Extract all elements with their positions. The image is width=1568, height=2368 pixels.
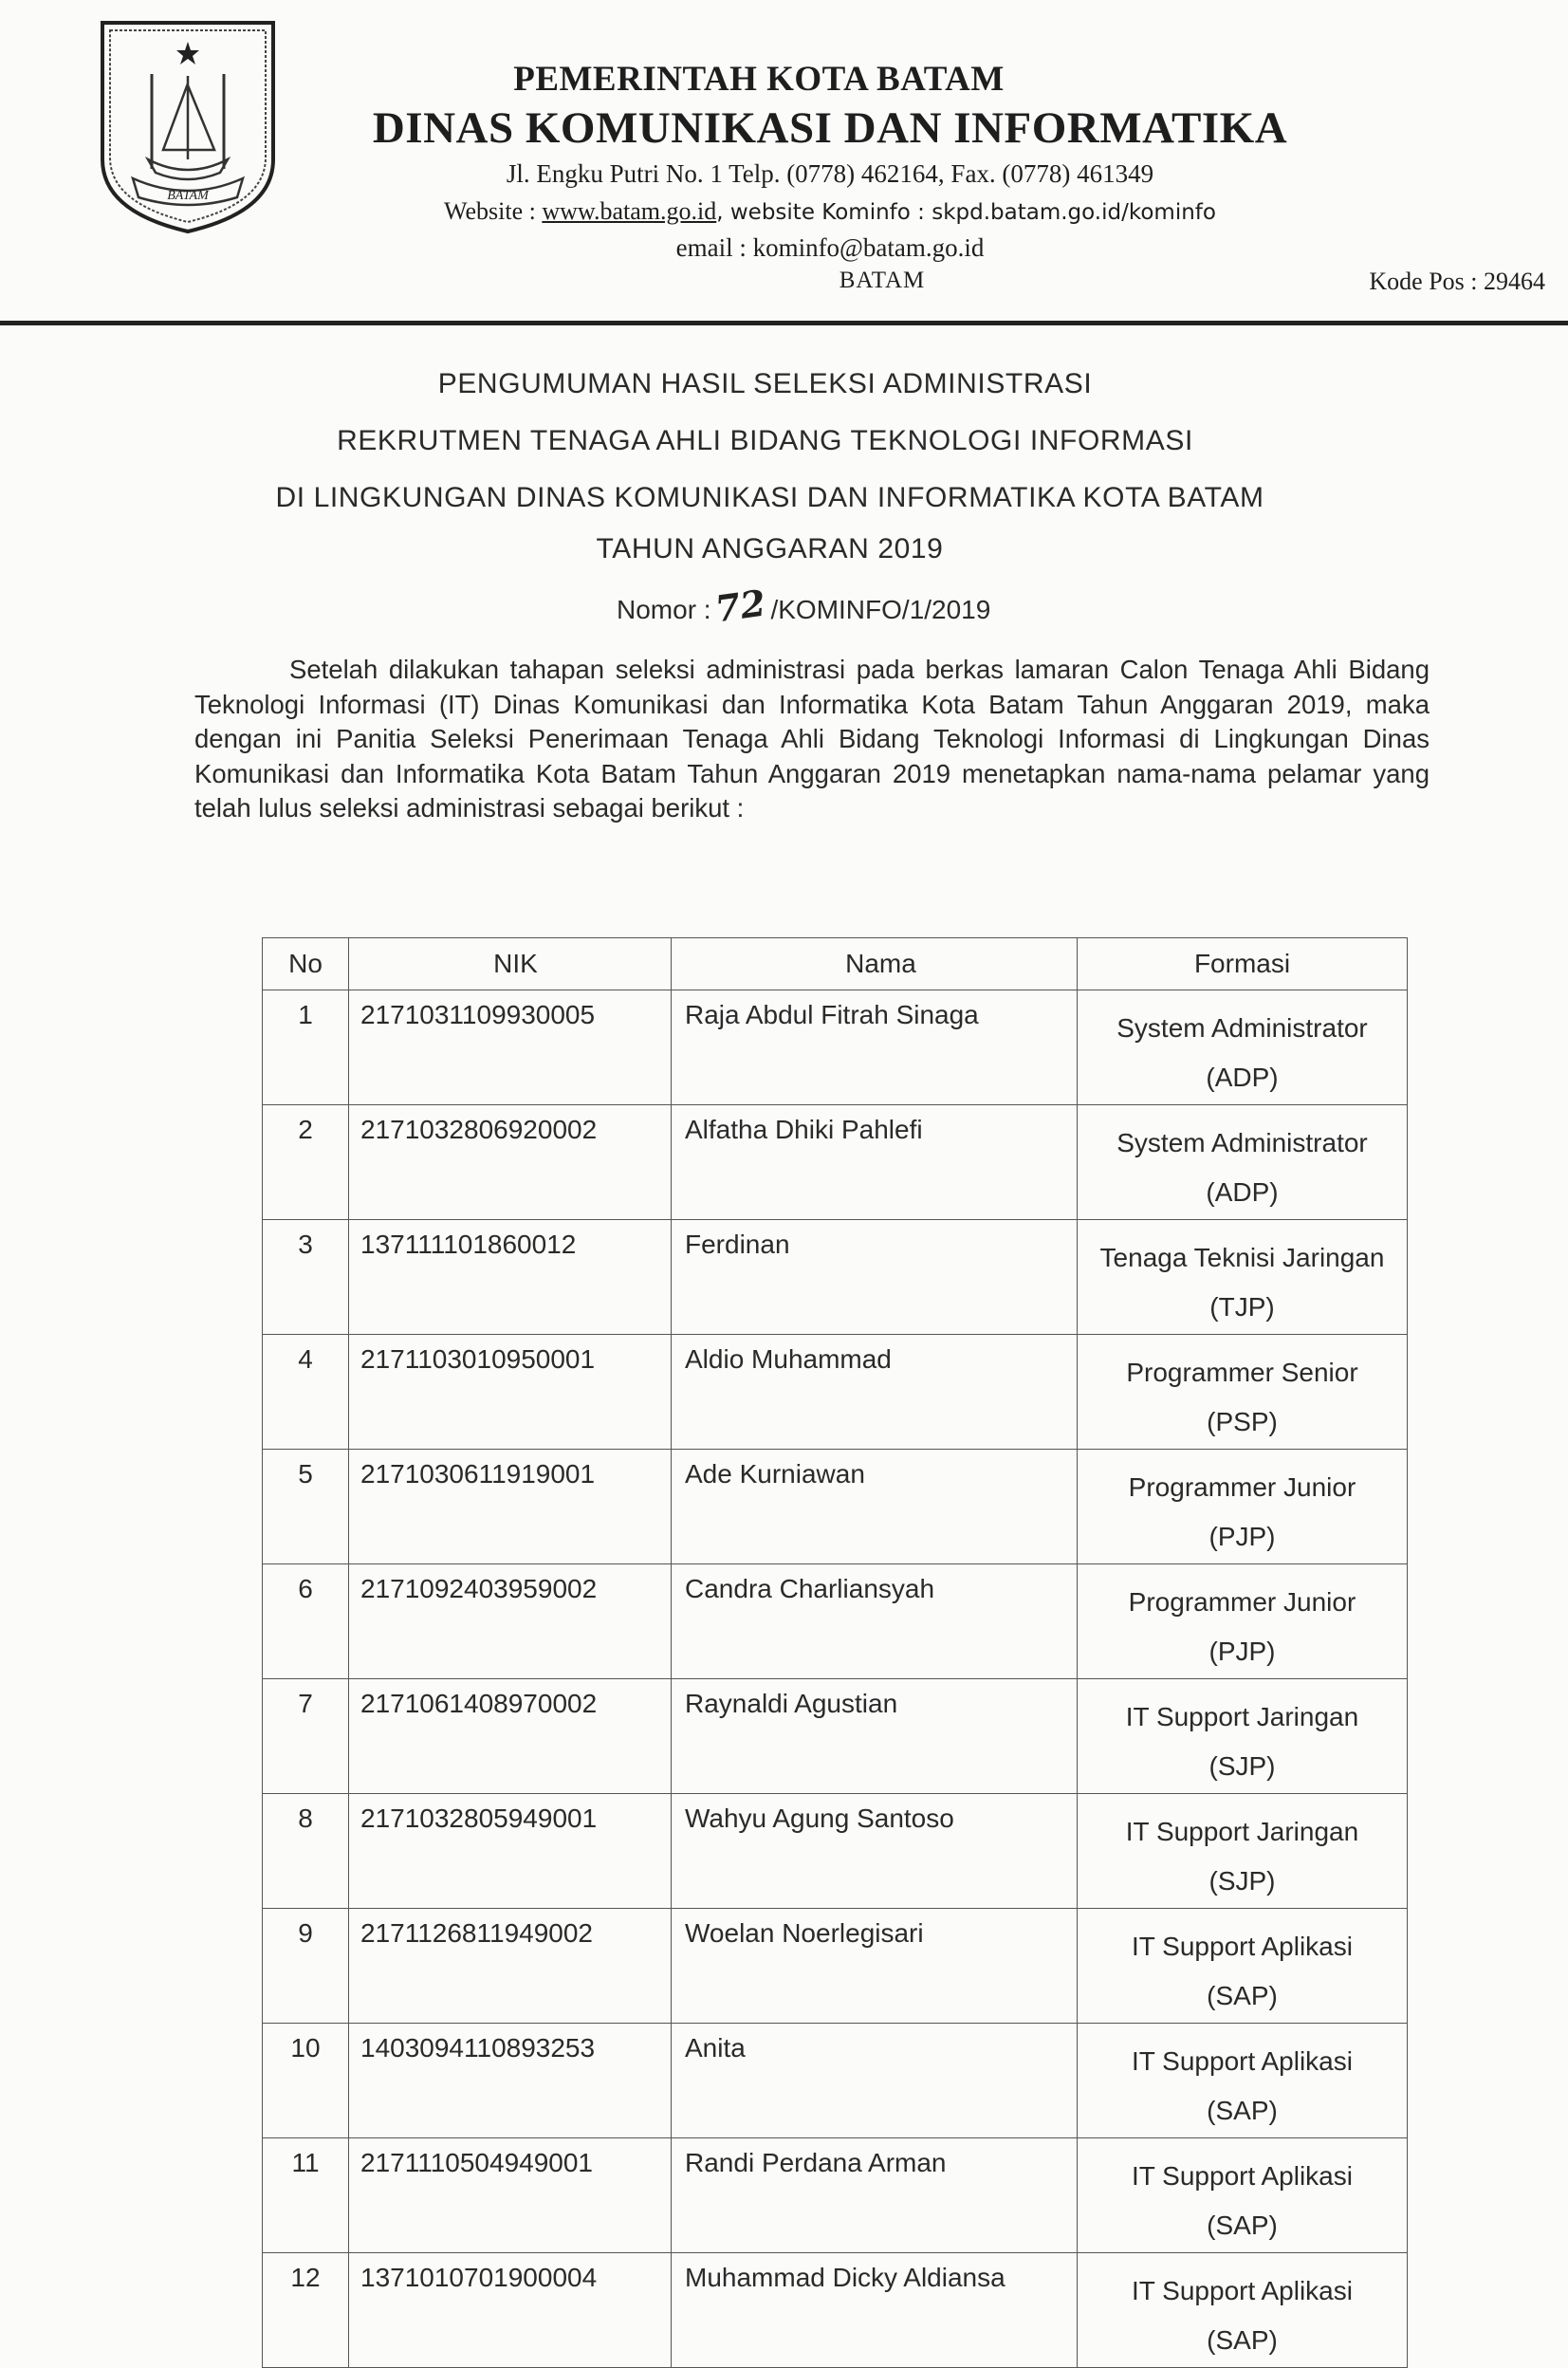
row-nik: 1371010701900004 (349, 2253, 672, 2368)
office-address: Jl. Engku Putri No. 1 Telp. (0778) 462164, Fax. (0778) 461349 (506, 159, 1154, 188)
header-formasi: Formasi (1078, 938, 1408, 990)
row-no: 10 (263, 2024, 349, 2138)
table-row (263, 2253, 1408, 2368)
row-nama: Ade Kurniawan (672, 1450, 1078, 1564)
row-nik: 2171061408970002 (349, 1679, 672, 1794)
row-nama: Anita (672, 2024, 1078, 2138)
formasi-code: (SJP) (1208, 1866, 1276, 1896)
formasi-name: IT Support Aplikasi (1132, 2276, 1353, 2305)
letterhead-divider (0, 321, 1568, 325)
table-row (263, 1794, 1408, 1909)
formasi-code: (ADP) (1206, 1063, 1279, 1092)
table-row (263, 990, 1408, 1105)
emblem-banner-text: BATAM (167, 189, 209, 203)
announcement-title-3: DI LINGKUNGAN DINAS KOMUNIKASI DAN INFORMATIKA KOTA BATAM (275, 482, 1264, 513)
formasi-code: (SAP) (1207, 2325, 1278, 2355)
row-nik: 2171032805949001 (349, 1794, 672, 1909)
row-no: 1 (263, 990, 349, 1105)
table-row (263, 1105, 1408, 1220)
formasi-name: Tenaga Teknisi Jaringan (1099, 1243, 1385, 1272)
row-formasi (1078, 2138, 1408, 2253)
row-no: 4 (263, 1335, 349, 1450)
announcement-title-2: REKRUTMEN TENAGA AHLI BIDANG TEKNOLOGI INFORMASI (337, 425, 1193, 456)
website-link[interactable]: www.batam.go.id (542, 197, 717, 225)
row-nik: 2171092403959002 (349, 1564, 672, 1679)
row-no: 11 (263, 2138, 349, 2253)
row-nama: Wahyu Agung Santoso (672, 1794, 1078, 1909)
row-no: 5 (263, 1450, 349, 1564)
nomor-handwritten: 72 (711, 581, 768, 631)
formasi-code: (ADP) (1206, 1177, 1279, 1207)
row-nama: Raynaldi Agustian (672, 1679, 1078, 1794)
website-line (313, 197, 1347, 226)
table-row (263, 1335, 1408, 1450)
row-nik: 2171031109930005 (349, 990, 672, 1105)
formasi-code: (PJP) (1208, 1522, 1276, 1551)
nomor-prefix: Nomor : (617, 595, 711, 624)
row-nik: 1403094110893253 (349, 2024, 672, 2138)
formasi-name: IT Support Aplikasi (1132, 2046, 1353, 2076)
formasi-code: (TJP) (1209, 1292, 1275, 1322)
formasi-code: (SAP) (1207, 1981, 1278, 2010)
table-row (263, 1909, 1408, 2024)
website-kominfo: , website Kominfo : skpd.batam.go.id/kominfo (716, 200, 1216, 225)
row-no: 12 (263, 2253, 349, 2368)
row-formasi (1078, 1105, 1408, 1220)
header-nama: Nama (672, 938, 1078, 990)
row-nama: Raja Abdul Fitrah Sinaga (672, 990, 1078, 1105)
government-name: PEMERINTAH KOTA BATAM (513, 60, 1005, 99)
row-formasi (1078, 1450, 1408, 1564)
formasi-name: Programmer Senior (1126, 1358, 1358, 1387)
row-nama: Woelan Noerlegisari (672, 1909, 1078, 2024)
formasi-code: (SAP) (1207, 2211, 1278, 2240)
row-formasi (1078, 1564, 1408, 1679)
formasi-name: IT Support Aplikasi (1132, 1932, 1353, 1961)
formasi-name: Programmer Junior (1128, 1472, 1356, 1502)
row-formasi (1078, 2253, 1408, 2368)
row-nik: 137111101860012 (349, 1220, 672, 1335)
row-nik: 2171032806920002 (349, 1105, 672, 1220)
city-name: BATAM (839, 268, 926, 293)
announcement-title-4: TAHUN ANGGARAN 2019 (596, 533, 944, 564)
formasi-code: (SJP) (1208, 1751, 1276, 1781)
row-nama: Ferdinan (672, 1220, 1078, 1335)
table-row (263, 1679, 1408, 1794)
table-row (263, 1220, 1408, 1335)
row-no: 2 (263, 1105, 349, 1220)
formasi-code: (SAP) (1207, 2096, 1278, 2125)
formasi-name: IT Support Aplikasi (1132, 2161, 1353, 2191)
row-nik: 2171030611919001 (349, 1450, 672, 1564)
postal-code: Kode Pos : 29464 (1369, 268, 1545, 295)
table-row (263, 2024, 1408, 2138)
applicant-table (262, 937, 1408, 2368)
batam-city-emblem (95, 17, 281, 237)
row-no: 9 (263, 1909, 349, 2024)
document-number (617, 581, 991, 631)
formasi-name: Programmer Junior (1128, 1587, 1356, 1617)
announcement-title-1: PENGUMUMAN HASIL SELEKSI ADMINISTRASI (437, 368, 1093, 399)
announcement-paragraph: Setelah dilakukan tahapan seleksi administrasi pada berkas lamaran Calon Tenaga Ahli Bidang Teknologi Informasi (IT) Dinas Komunikasi dan Informatika Kota Batam Tahun Anggaran 2019, maka dengan ini Panitia Seleksi Penerimaan Tenaga Ahli Bidang Teknologi Informasi di Lingkungan Dinas Komunikasi dan Informatika Kota Batam Tahun Anggaran 2019 menetapkan nama-nama pelamar yang telah lulus seleksi administrasi sebagai berikut : (194, 655, 1430, 823)
row-no: 8 (263, 1794, 349, 1909)
row-nik: 2171110504949001 (349, 2138, 672, 2253)
table-row (263, 1450, 1408, 1564)
row-no: 7 (263, 1679, 349, 1794)
table-row (263, 1564, 1408, 1679)
formasi-name: IT Support Jaringan (1125, 1817, 1359, 1846)
formasi-name: System Administrator (1116, 1013, 1368, 1043)
table-header-row (263, 938, 1408, 990)
formasi-name: IT Support Jaringan (1125, 1702, 1359, 1731)
table-row (263, 2138, 1408, 2253)
website-label: Website : (444, 197, 543, 225)
row-no: 6 (263, 1564, 349, 1679)
header-no: No (263, 938, 349, 990)
email-line: email : kominfo@batam.go.id (675, 233, 985, 262)
row-nama: Randi Perdana Arman (672, 2138, 1078, 2253)
row-formasi (1078, 1909, 1408, 2024)
row-formasi (1078, 2024, 1408, 2138)
row-formasi (1078, 1220, 1408, 1335)
row-formasi (1078, 1679, 1408, 1794)
row-formasi (1078, 1794, 1408, 1909)
nomor-suffix: /KOMINFO/1/2019 (770, 595, 991, 624)
formasi-code: (PSP) (1207, 1407, 1278, 1436)
row-nama: Aldio Muhammad (672, 1335, 1078, 1450)
formasi-code: (PJP) (1208, 1637, 1276, 1666)
row-nama: Muhammad Dicky Aldiansa (672, 2253, 1078, 2368)
row-nik: 2171103010950001 (349, 1335, 672, 1450)
row-nama: Alfatha Dhiki Pahlefi (672, 1105, 1078, 1220)
formasi-name: System Administrator (1116, 1128, 1368, 1157)
row-formasi (1078, 1335, 1408, 1450)
agency-name: DINAS KOMUNIKASI DAN INFORMATIKA (372, 103, 1288, 153)
row-no: 3 (263, 1220, 349, 1335)
row-nik: 2171126811949002 (349, 1909, 672, 2024)
header-nik: NIK (349, 938, 672, 990)
row-nama: Candra Charliansyah (672, 1564, 1078, 1679)
row-formasi (1078, 990, 1408, 1105)
